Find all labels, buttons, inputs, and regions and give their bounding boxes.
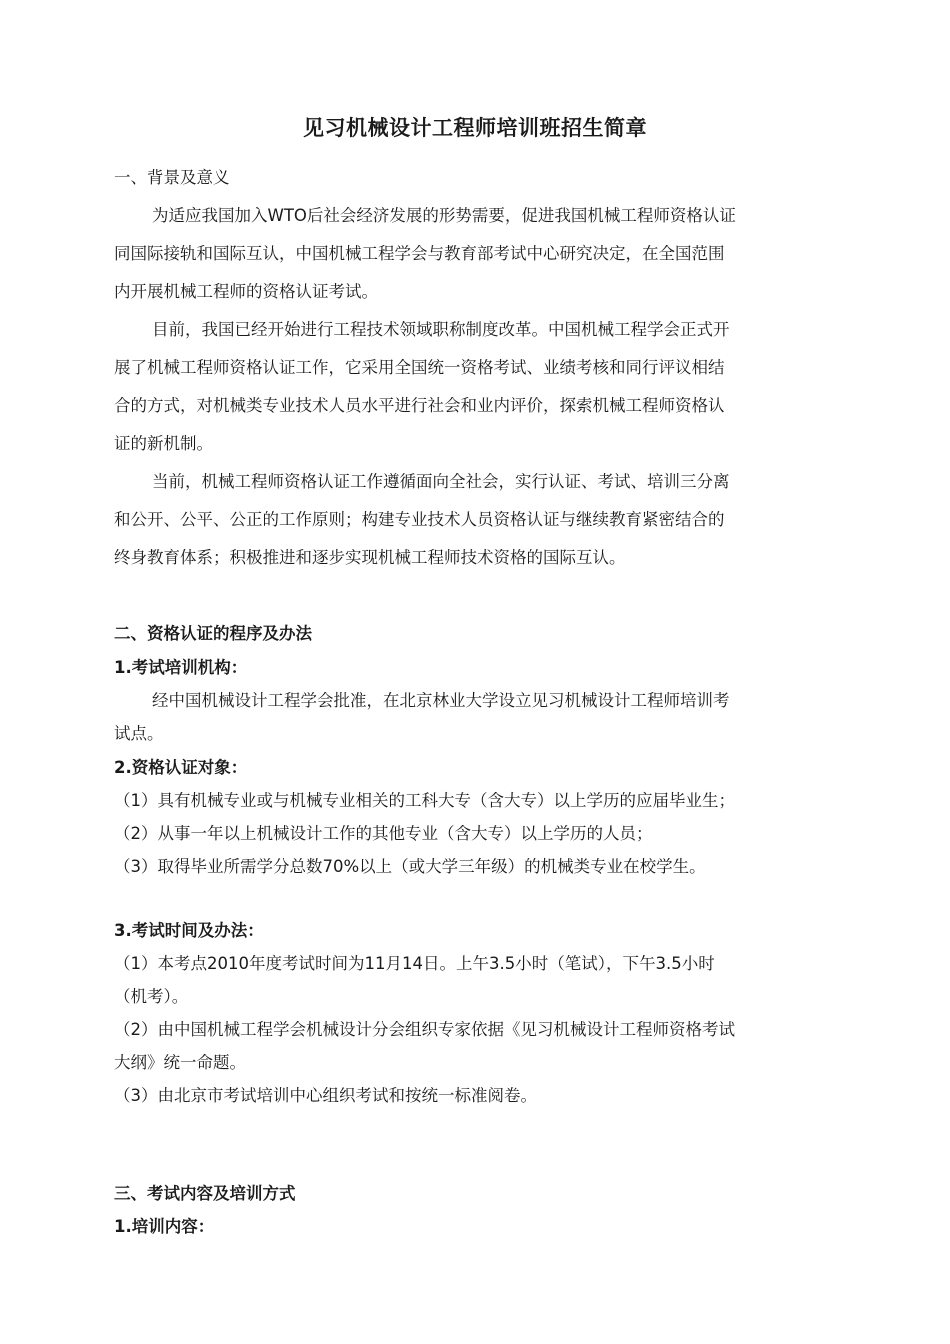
paragraph-line: 为适应我国加入WTO后社会经济发展的形势需要，促进我国机械工程师资格认证: [152, 206, 736, 225]
paragraph-line: 经中国机械设计工程学会批准，在北京林业大学设立见习机械设计工程师培训考: [152, 691, 730, 710]
subsection-heading: 3.考试时间及办法：: [114, 921, 264, 940]
list-item: （1）本考点2010年度考试时间为11月14日。上午3.5小时（笔试），下午3.5小时: [114, 954, 715, 973]
section-heading: 二、资格认证的程序及办法: [114, 624, 312, 643]
subsection-heading: 1.考试培训机构：: [114, 658, 248, 677]
list-item: （3）取得毕业所需学分总数70%以上（或大学三年级）的机械类专业在校学生。: [114, 857, 706, 876]
list-item: （2）由中国机械工程学会机械设计分会组织专家依据《见习机械设计工程师资格考试: [114, 1020, 735, 1039]
paragraph-line: 同国际接轨和国际互认，中国机械工程学会与教育部考试中心研究决定，在全国范围: [114, 244, 725, 263]
subsection-heading: 2.资格认证对象：: [114, 758, 248, 777]
paragraph-line: 合的方式，对机械类专业技术人员水平进行社会和业内评价，探索机械工程师资格认: [114, 396, 725, 415]
list-item: 大纲》统一命题。: [114, 1053, 246, 1072]
list-item: （1）具有机械专业或与机械专业相关的工科大专（含大专）以上学历的应届毕业生；: [114, 791, 735, 810]
section-heading: 一、背景及意义: [114, 168, 230, 187]
paragraph-line: 内开展机械工程师的资格认证考试。: [114, 282, 378, 301]
section-heading: 三、考试内容及培训方式: [114, 1184, 296, 1203]
subsection-heading: 1.培训内容：: [114, 1217, 215, 1236]
paragraph-line: 证的新机制。: [114, 434, 213, 453]
list-item: （3）由北京市考试培训中心组织考试和按统一标准阅卷。: [114, 1086, 537, 1105]
page-title: 见习机械设计工程师培训班招生简章: [303, 116, 647, 140]
paragraph-line: 目前，我国已经开始进行工程技术领域职称制度改革。中国机械工程学会正式开: [152, 320, 730, 339]
paragraph-line: 试点。: [114, 724, 164, 743]
paragraph-line: 终身教育体系；积极推进和逐步实现机械工程师技术资格的国际互认。: [114, 548, 626, 567]
paragraph-line: 和公开、公平、公正的工作原则；构建专业技术人员资格认证与继续教育紧密结合的: [114, 510, 725, 529]
paragraph-line: 当前，机械工程师资格认证工作遵循面向全社会，实行认证、考试、培训三分离: [152, 472, 730, 491]
paragraph-line: 展了机械工程师资格认证工作，它采用全国统一资格考试、业绩考核和同行评议相结: [114, 358, 725, 377]
list-item: （机考）。: [114, 987, 189, 1006]
list-item: （2）从事一年以上机械设计工作的其他专业（含大专）以上学历的人员；: [114, 824, 653, 843]
